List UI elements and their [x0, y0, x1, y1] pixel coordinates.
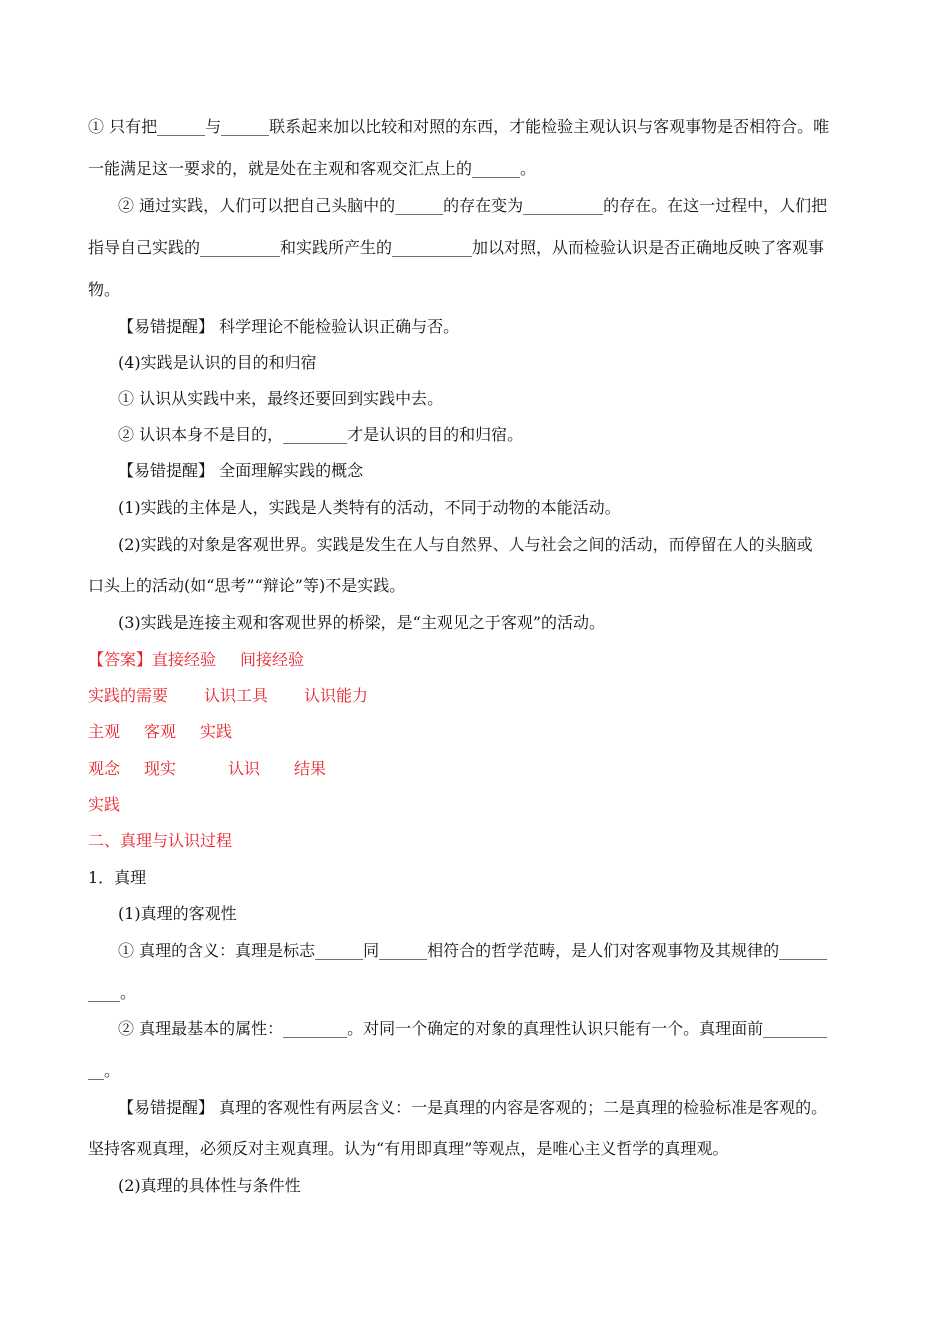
- error-reminder: 【易错提醒】 全面理解实践的概念: [118, 461, 364, 480]
- answer-item: 认识能力: [304, 686, 369, 705]
- text-line: 物。: [88, 280, 121, 299]
- text-line: (1)真理的客观性: [118, 904, 237, 923]
- text-line: (1)实践的主体是人，实践是人类特有的活动，不同于动物的本能活动。: [118, 498, 621, 517]
- text-line: (2)实践的对象是客观世界。实践是发生在人与自然界、人与社会之间的活动，而停留在人的头脑或: [118, 535, 813, 554]
- answer-item: 实践: [200, 722, 233, 741]
- answer-row: [88, 721, 232, 743]
- text-line: ① 真理的含义：真理是标志______同______相符合的哲学范畴，是人们对客观事物及其规律的______: [118, 941, 828, 960]
- answer-item: 客观: [144, 722, 177, 741]
- answer-label: 【答案】直接经验: [88, 650, 217, 669]
- text-line: (4)实践是认识的目的和归宿: [118, 353, 317, 372]
- text-line: (2)真理的具体性与条件性: [118, 1176, 301, 1195]
- text-line: ① 只有把______与______联系起来加以比较和对照的东西，才能检验主观认识与客观事物是否相符合。唯: [88, 117, 830, 136]
- answer-item: 认识工具: [204, 686, 269, 705]
- text-line: ② 认识本身不是目的，________才是认识的目的和归宿。: [118, 425, 524, 444]
- text-line: __。: [88, 1061, 121, 1080]
- subsection-title: 1．真理: [88, 868, 147, 887]
- text-line: 坚持客观真理，必须反对主观真理。认为“有用即真理”等观点，是唯心主义哲学的真理观。: [88, 1139, 729, 1158]
- answer-row: [88, 649, 304, 671]
- error-reminder: 【易错提醒】 科学理论不能检验认识正确与否。: [118, 317, 460, 336]
- answer-item: 主观: [88, 722, 121, 741]
- answer-item: 实践的需要: [88, 686, 169, 705]
- text-line: 一能满足这一要求的，就是处在主观和客观交汇点上的______。: [88, 159, 537, 178]
- answer-item: 间接经验: [240, 650, 305, 669]
- answer-row: [88, 685, 368, 707]
- answer-item: 观念: [88, 759, 121, 778]
- text-line: (3)实践是连接主观和客观世界的桥梁，是“主观见之于客观”的活动。: [118, 613, 606, 632]
- error-reminder: 【易错提醒】 真理的客观性有两层含义：一是真理的内容是客观的；二是真理的检验标准是客观的。: [118, 1098, 828, 1117]
- text-line: 口头上的活动(如“思考”“辩论”等)不是实践。: [88, 576, 406, 595]
- section-title: 二、真理与认识过程: [88, 831, 233, 850]
- text-line: 指导自己实践的__________和实践所产生的__________加以对照，从而检验认识是否正确地反映了客观事: [88, 238, 825, 257]
- answer-item: 认识: [228, 759, 261, 778]
- answer-row: [88, 758, 326, 780]
- text-line: ① 认识从实践中来，最终还要回到实践中去。: [118, 389, 444, 408]
- text-line: ② 真理最基本的属性：________。对同一个确定的对象的真理性认识只能有一个。真理面前________: [118, 1019, 828, 1038]
- text-line: ____。: [88, 983, 137, 1002]
- text-line: ② 通过实践，人们可以把自己头脑中的______的存在变为__________的存在。在这一过程中，人们把: [118, 196, 828, 215]
- answer-row: 实践: [88, 795, 121, 814]
- answer-item: 现实: [144, 759, 177, 778]
- answer-item: 结果: [294, 759, 327, 778]
